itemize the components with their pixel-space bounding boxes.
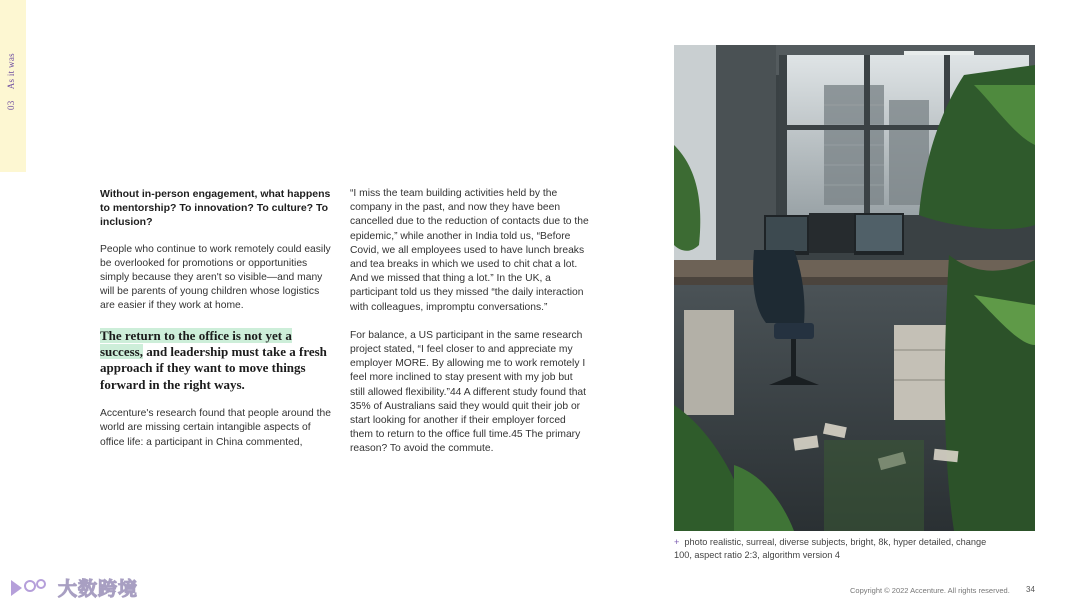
watermark-text: 大数跨境 bbox=[58, 579, 139, 600]
pull-quote bbox=[100, 328, 336, 394]
pull-quote-rest: and leadership must take a fresh approach if they want to move things forward in the right ways. bbox=[100, 344, 327, 392]
paragraph-research: Accenture's research found that people around the world are missing certain intangible aspects of office life: a participant in China commented, bbox=[100, 408, 331, 448]
photo-caption bbox=[674, 536, 994, 563]
watermark bbox=[8, 574, 138, 601]
section-label bbox=[6, 40, 22, 110]
paragraph-balance: For balance, a US participant in the same research project stated, “I feel closer to and appreciate my employer MORE. By allowing me to work remotely I feel more inclined to stay present with my job but still allowed flexibility.”44 A different study found that 35% of Australians said they would quit their job or start looking for another if their employer forced them to return to the office full time.45 The primary reason? To avoid the commute. bbox=[350, 329, 587, 455]
paragraph-quotes: “I miss the team building activities held by the company in the past, and now they have been cancelled due to the reduction of contacts due to the epidemic,” while another in India told us, “Before Covid, we all employees used to have lunch breaks and tea breaks in which we used to chit chat a lot. And we missed that thing a lot.” In the UK, a participant told us they missed “the daily interaction with colleagues, impromptu conversations.” bbox=[350, 188, 589, 313]
caption-marker: + bbox=[674, 537, 680, 547]
page-number: 34 bbox=[1026, 585, 1035, 594]
section-number: 03 bbox=[6, 100, 16, 110]
office-photo bbox=[674, 45, 1035, 531]
section-title: As it was bbox=[6, 53, 16, 90]
lead-question: Without in-person engagement, what happens to mentorship? To innovation? To culture? To inclusion? bbox=[100, 188, 331, 229]
paragraph-remote: People who continue to work remotely could easily be overlooked for promotions or opportunities simply because they aren't so visible—and many will be parents of young children whose logistics are easier if they work at home. bbox=[100, 243, 331, 312]
caption-text: photo realistic, surreal, diverse subjects, bright, 8k, hyper detailed, change 100, aspect ratio 2:3, algorithm version 4 bbox=[674, 537, 987, 561]
footer-copyright: Copyright © 2022 Accenture. All rights reserved. bbox=[850, 586, 1010, 595]
left-column bbox=[100, 187, 336, 464]
pull-quote-highlight: The return to the office is not yet a success, bbox=[100, 327, 292, 360]
watermark-logo-icon bbox=[8, 576, 52, 600]
section-tab bbox=[0, 0, 26, 172]
right-column bbox=[350, 187, 590, 471]
